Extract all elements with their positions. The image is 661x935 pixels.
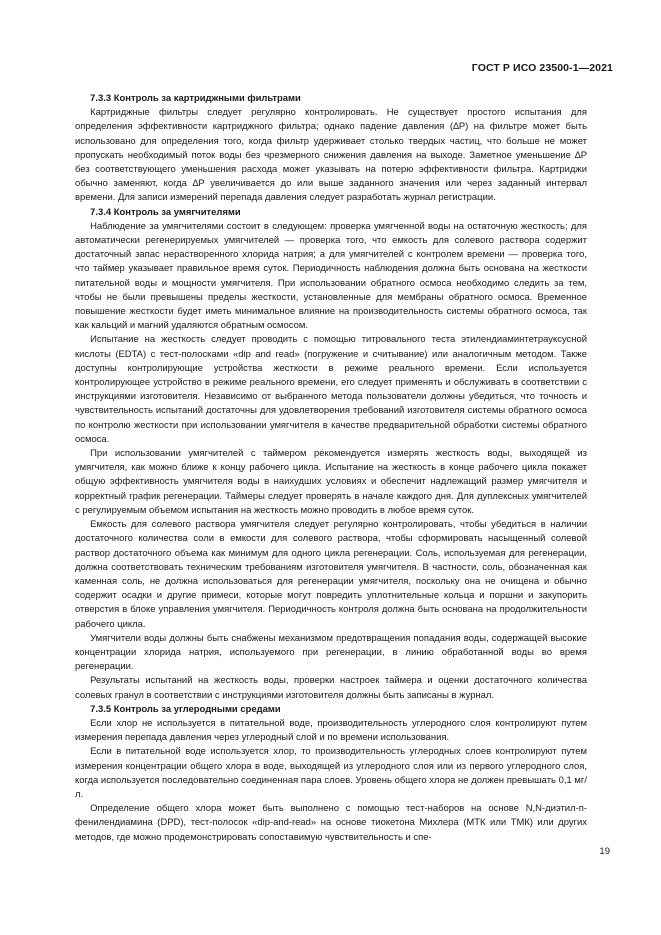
document-header: ГОСТ Р ИСО 23500-1—2021 (471, 62, 613, 74)
paragraph: Если хлор не используется в питательной воде, производительность углеродного слоя контролируют путем измерения перепада давления через углеродный слой и по времени использования. (75, 717, 587, 744)
section-heading-7-3-5: 7.3.5 Контроль за углеродными средами (90, 703, 281, 715)
paragraph: Определение общего хлора может быть выполнено с помощью тест-наборов на основе N,N-диэтил-п-фенилендиамина (DPD), тест-полосок «dip-and-read» на основе тиокетона Михлера (МТК или ТМК) или других методов, где можно продемонстрировать сопоставимую чувствительность и спе- (75, 803, 587, 843)
document-body (75, 92, 587, 845)
paragraph: При использовании умягчителей с таймером рекомендуется измерять жесткость воды, выходящей из умягчителя, как можно ближе к концу рабочего цикла. Испытание на жесткость в конце рабочего цикла покажет общую эффективность умягчителя воды в наихудших условиях и обеспечит надлежащий размер умягчителя и корректный график регенерации. Таймеры следует проверять в начале каждого дня. Для дуплексных умягчителей с регулируемым объемом испытания на жесткость можно проводить в любое время суток. (75, 448, 587, 516)
paragraph: Наблюдение за умягчителями состоит в следующем: проверка умягченной воды на остаточную жесткость; для автоматически регенерируемых умягчителей — проверка того, что емкость для солевого раствора содержит достаточный запас нерастворенного хлорида натрия; а для умягчителей с контролем времени — проверка того, что таймер указывает правильное время суток. Периодичность наблюдения должна быть основана на жесткости питательной воды и мощности умягчителя. При использовании обратного осмоса необходимо следить за тем, чтобы не были превышены пределы жесткости, установленные для мембраны обратного осмоса. Временное повышение жесткости будет иметь минимальное влияние на производительность системы обратного осмоса, так как кальций и магний удаляются обратным осмосом. (75, 220, 587, 332)
paragraph: Если в питательной воде используется хлор, то производительность углеродных слоев контролируют путем измерения концентрации общего хлора в воде, выходящей из углеродного слоя или из первого углеродного слоя, когда используется последовательно соединенная пара слоев. Уровень общего хлора не должен превышать 0,1 мг/л. (75, 746, 587, 800)
paragraph: Картриджные фильтры следует регулярно контролировать. Не существует простого испытания для определения эффективности картриджного фильтра; однако падение давления (∆P) на фильтре может быть использовано для определения того, когда фильтр удерживает столько твердых частиц, что больше не может пропускать необходимый поток воды без чрезмерного снижения давления на выходе. Заметное уменьшение ∆P без соответствующего уменьшения расхода может указывать на потерю эффективности фильтра. Картриджи обычно заменяют, когда ∆P увеличивается до или выше заданного значения или через заданный интервал времени. Для записи измерений перепада давления следует разработать журнал регистрации. (75, 107, 587, 204)
paragraph: Результаты испытаний на жесткость воды, проверки настроек таймера и оценки достаточного количества солевых гранул в соответствии с инструкциями изготовителя должны быть записаны в журнал. (75, 675, 587, 701)
paragraph: Умягчители воды должны быть снабжены механизмом предотвращения попадания воды, содержащей высокие концентрации хлорида натрия, используемого при регенерации, в линию обработанной воды во время регенерации. (75, 632, 587, 673)
section-heading-7-3-3: 7.3.3 Контроль за картриджными фильтрами (90, 93, 301, 104)
page-number: 19 (599, 846, 610, 857)
paragraph: Емкость для солевого раствора умягчителя следует регулярно контролировать, чтобы убедиться в наличии достаточного количества соли в емкости для солевого раствора, чтобы сформировать насыщенный солевой раствор достаточного объема как минимум для одного цикла регенерации. Соль, используемая для регенерации, должна соответствовать техническим требованиям изготовителя умягчителя. В частности, соль, обозначенная как каменная соль, не должна использоваться для регенерации умягчителя, поскольку она не очищена и обычно содержит осадки и другие примеси, которые могут повредить уплотнительные кольца и поршни и закупорить отверстия в блоке управления умягчителя. Периодичность контроля должна быть основана на продолжительности рабочего цикла. (75, 519, 587, 630)
paragraph: Испытание на жесткость следует проводить с помощью титровального теста этилендиаминтетрауксусной кислоты (EDTA) с тест-полосками «dip and read» (погружение и считывание) или аналогичным методом. Также доступны контролирующие устройства жесткости в режиме реального времени. Если используется контролирующее устройство в режиме реального времени, его следует применять и обслуживать в соответствии с инструкциями изготовителя. Независимо от выбранного метода пользователи должны убедиться, что точность и чувствительность испытаний достаточны для удовлетворения требований изготовителя системы обратного осмоса по контролю жесткости при использовании умягчителя в качестве предварительной обработки системы обратного осмоса. (75, 334, 587, 445)
section-heading-7-3-4: 7.3.4 Контроль за умягчителями (90, 206, 241, 218)
